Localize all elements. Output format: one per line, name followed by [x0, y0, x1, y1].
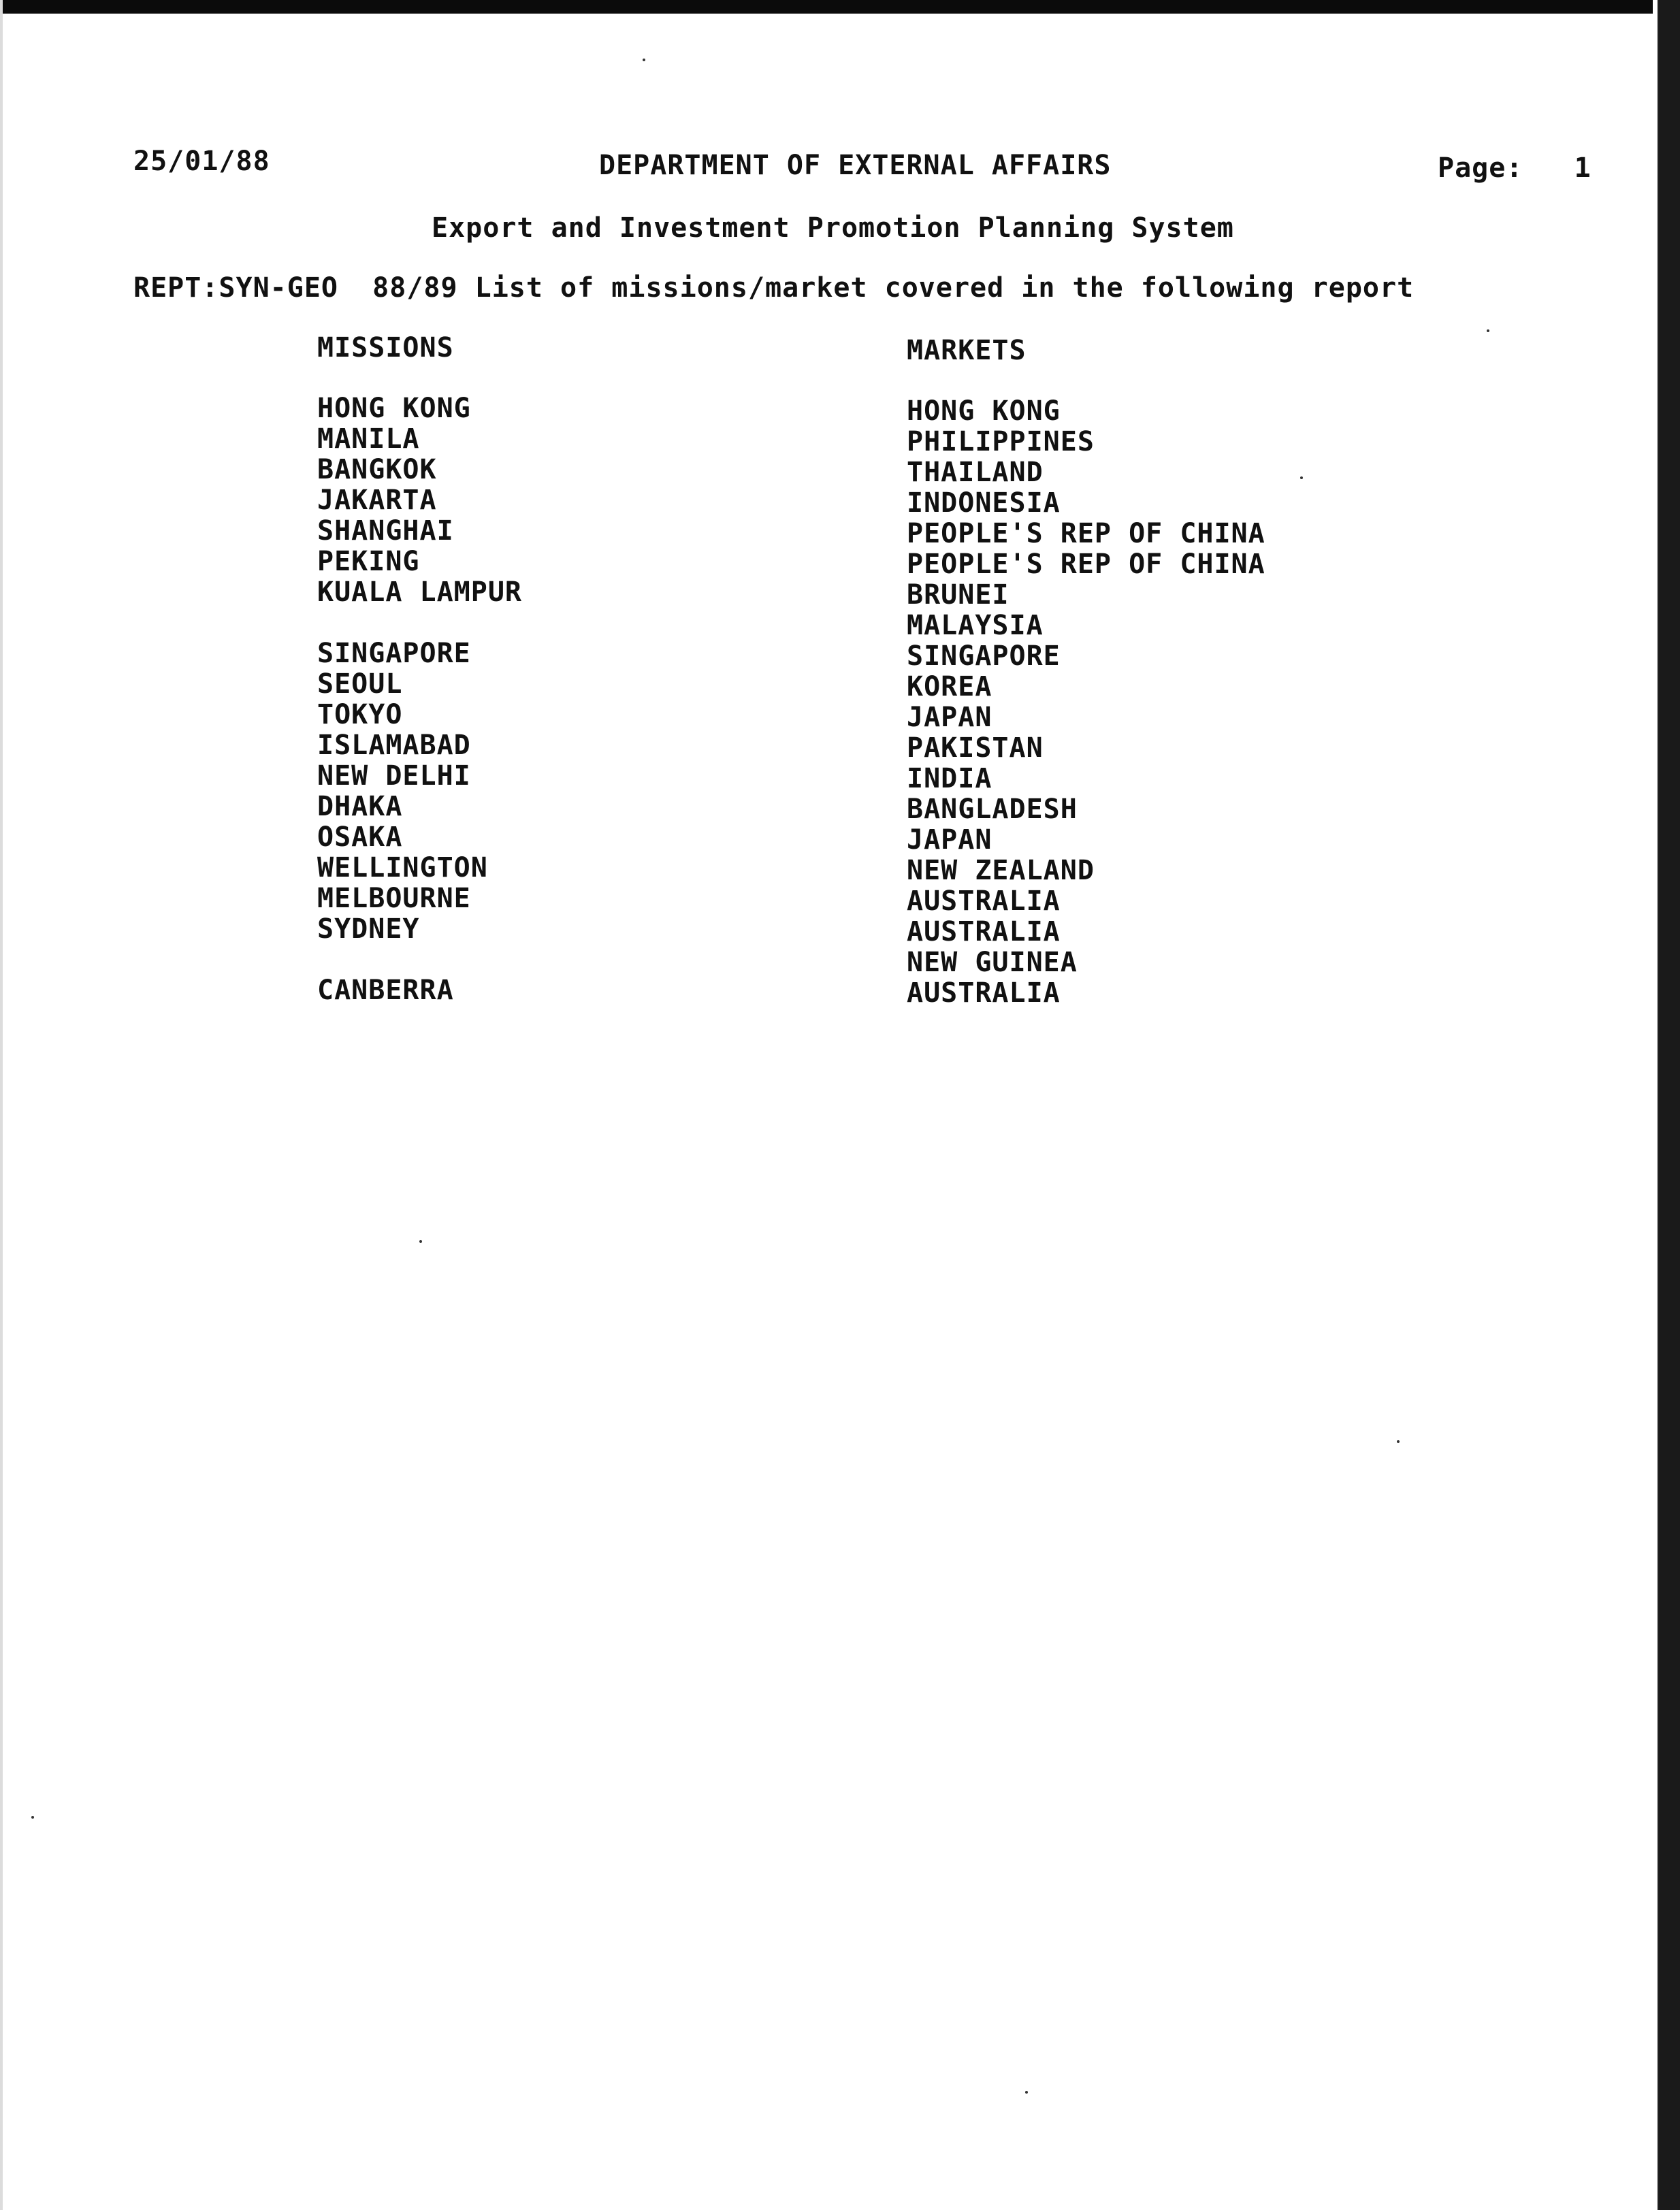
mission-row: [317, 608, 522, 638]
mission-row: JAKARTA: [317, 485, 437, 516]
mission-row: DHAKA: [317, 791, 403, 822]
market-row: PEOPLE'S REP OF CHINA: [907, 549, 1265, 580]
scan-speck: [1300, 476, 1303, 479]
scan-left-edge: [0, 0, 3, 2210]
mission-row: PEKING: [317, 546, 420, 577]
mission-row: MELBOURNE: [317, 883, 471, 914]
department-title: DEPARTMENT OF EXTERNAL AFFAIRS: [599, 150, 1112, 181]
markets-header: MARKETS: [907, 335, 1027, 366]
market-row: BANGLADESH: [907, 794, 1078, 825]
market-row: PEOPLE'S REP OF CHINA: [907, 518, 1265, 549]
mission-row: WELLINGTON: [317, 852, 488, 883]
report-date: 25/01/88: [133, 146, 270, 177]
mission-row: OSAKA: [317, 822, 403, 853]
market-row: INDIA: [907, 763, 992, 794]
scan-speck: [31, 1816, 34, 1819]
market-row: AUSTRALIA: [907, 916, 1061, 947]
page-indicator: [1438, 152, 1592, 184]
market-row: PAKISTAN: [907, 732, 1044, 764]
mission-row: MANILA: [317, 423, 420, 455]
market-row: KOREA: [907, 671, 992, 702]
mission-row: [317, 945, 522, 975]
market-row: AUSTRALIA: [907, 885, 1061, 917]
market-row: MALAYSIA: [907, 610, 1044, 641]
market-row: BRUNEI: [907, 579, 1009, 611]
market-row: NEW GUINEA: [907, 947, 1078, 978]
scan-speck: [1025, 2091, 1028, 2094]
report-description: REPT:SYN-GEO 88/89 List of missions/market covered in the following report: [133, 272, 1415, 304]
scan-speck: [1487, 329, 1489, 332]
mission-row: SHANGHAI: [317, 515, 454, 547]
missions-column: [317, 332, 522, 1006]
mission-row: SYDNEY: [317, 913, 420, 945]
page-number: 1: [1574, 152, 1592, 184]
missions-header: MISSIONS: [317, 332, 454, 363]
market-row: JAPAN: [907, 702, 992, 733]
mission-row: ISLAMABAD: [317, 730, 471, 761]
market-row: NEW ZEALAND: [907, 855, 1095, 886]
scan-top-edge: [0, 0, 1680, 14]
page-label: Page:: [1438, 152, 1523, 184]
mission-row: TOKYO: [317, 699, 403, 730]
missions-list: [317, 393, 522, 1006]
mission-row: CANBERRA: [317, 975, 454, 1006]
markets-list: [907, 396, 1265, 1009]
market-row: INDONESIA: [907, 487, 1061, 519]
scan-speck: [643, 59, 645, 61]
mission-row: SINGAPORE: [317, 638, 471, 669]
market-row: JAPAN: [907, 824, 992, 856]
scan-right-edge: [1653, 0, 1680, 2210]
mission-row: BANGKOK: [317, 454, 437, 485]
mission-row: HONG KONG: [317, 393, 471, 424]
market-row: THAILAND: [907, 457, 1044, 488]
system-subtitle: Export and Investment Promotion Planning System: [432, 212, 1234, 244]
market-row: SINGAPORE: [907, 640, 1061, 672]
mission-row: KUALA LAMPUR: [317, 576, 522, 608]
market-row: PHILIPPINES: [907, 426, 1095, 457]
markets-column: [907, 335, 1265, 1009]
scan-speck: [419, 1240, 422, 1243]
mission-row: SEOUL: [317, 668, 403, 700]
market-row: HONG KONG: [907, 395, 1061, 427]
market-row: AUSTRALIA: [907, 977, 1061, 1009]
mission-row: NEW DELHI: [317, 760, 471, 792]
scan-speck: [1397, 1440, 1400, 1443]
